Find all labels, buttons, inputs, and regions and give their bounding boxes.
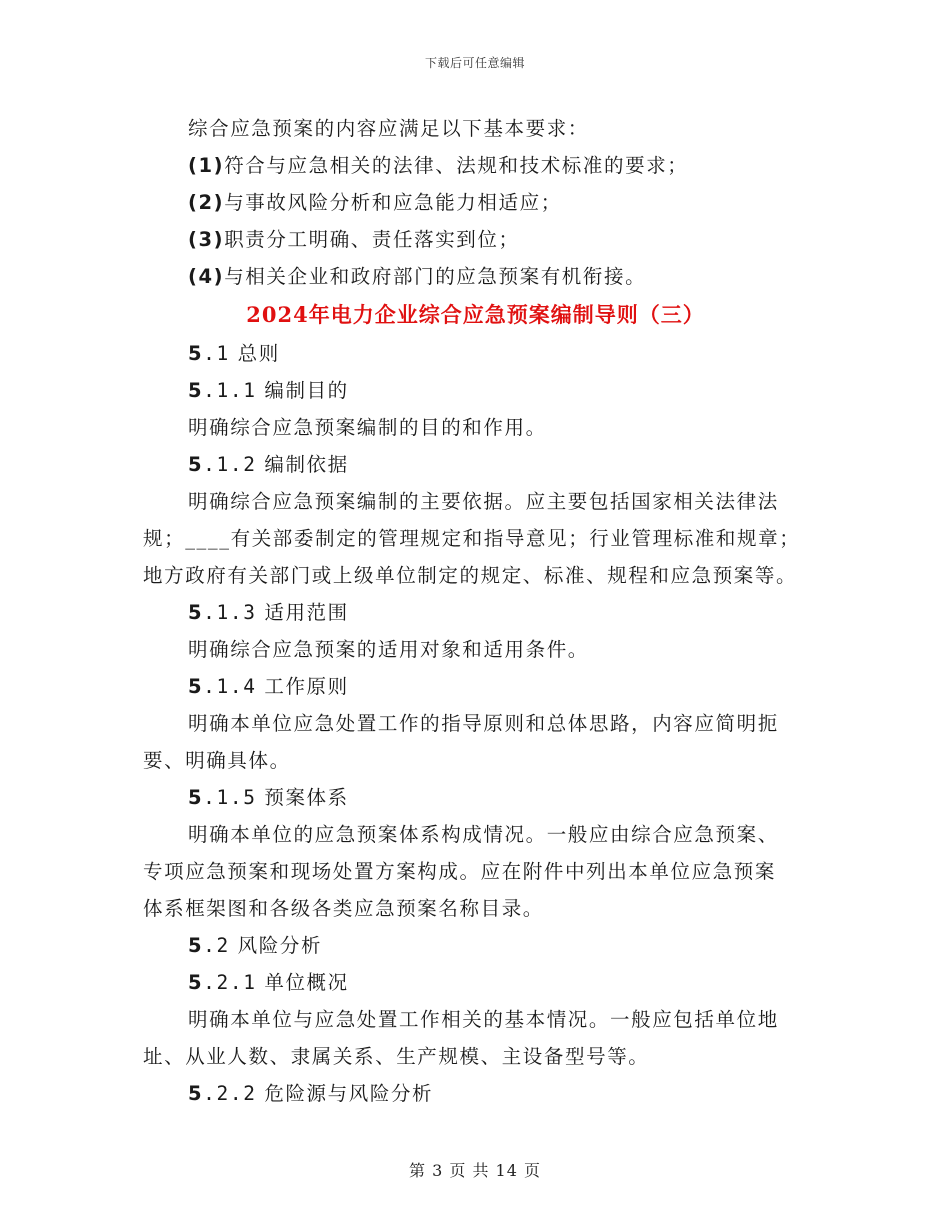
section-heading-text: 总则 xyxy=(229,342,280,365)
section-heading xyxy=(143,1075,808,1112)
requirement-text: 职责分工明确、责任落实到位； xyxy=(224,228,520,251)
section-number: 5 xyxy=(188,675,204,698)
paragraph-line: 专项应急预案和现场处置方案构成。应在附件中列出本单位应急预案 xyxy=(143,860,777,883)
paragraph-line: 体系框架图和各级各类应急预案名称目录。 xyxy=(143,897,544,920)
section-heading xyxy=(143,779,808,816)
section-heading-text: 风险分析 xyxy=(229,934,323,957)
section-number: 5 xyxy=(188,453,204,476)
section-subnumber: .1 xyxy=(203,342,230,365)
section-heading xyxy=(143,927,808,964)
paragraph-line: 明确本单位的应急预案体系构成情况。一般应由综合应急预案、 xyxy=(188,823,779,846)
section-heading xyxy=(143,335,808,372)
section-heading-text: 工作原则 xyxy=(256,675,349,698)
section-heading-text: 单位概况 xyxy=(256,971,349,994)
section-subnumber: .2.2 xyxy=(203,1082,257,1105)
section-subnumber: .1.4 xyxy=(203,675,257,698)
section-heading-text: 危险源与风险分析 xyxy=(256,1082,434,1105)
paragraph-line: 明确本单位应急处置工作的指导原则和总体思路，内容应简明扼 xyxy=(188,712,779,735)
paragraph-line: 址、从业人数、隶属关系、生产规模、主设备型号等。 xyxy=(143,1045,650,1068)
section-heading xyxy=(143,668,808,705)
requirement-text: 与事故风险分析和应急能力相适应； xyxy=(224,191,562,214)
paragraph-line: 明确综合应急预案编制的主要依据。应主要包括国家相关法律法 xyxy=(188,490,779,513)
document-body xyxy=(143,110,808,1112)
requirement-item xyxy=(143,258,808,295)
section-heading-text: 适用范围 xyxy=(256,601,349,624)
section-number: 5 xyxy=(188,934,204,957)
section-subnumber: .1.2 xyxy=(203,453,257,476)
section-heading xyxy=(143,594,808,631)
paragraph-line: 规；____有关部委制定的管理规定和指导意见；行业管理标准和规章； xyxy=(143,527,801,550)
section-subnumber: .1.5 xyxy=(203,786,257,809)
section-number: 5 xyxy=(188,379,204,402)
section-heading-text: 编制依据 xyxy=(256,453,349,476)
paragraph-line: 明确本单位与应急处置工作相关的基本情况。一般应包括单位地 xyxy=(188,1008,779,1031)
requirement-item xyxy=(143,184,808,221)
paragraph-line: 明确综合应急预案编制的目的和作用。 xyxy=(188,416,547,439)
requirement-item xyxy=(143,147,808,184)
paragraph-line: 要、明确具体。 xyxy=(143,749,291,772)
page-header: 下载后可任意编辑 xyxy=(424,56,525,70)
intro-line: 综合应急预案的内容应满足以下基本要求： xyxy=(188,117,589,140)
section-heading-text: 编制目的 xyxy=(256,379,349,402)
section-number: 5 xyxy=(188,971,204,994)
section-subnumber: .1.1 xyxy=(203,379,257,402)
section-heading xyxy=(143,446,808,483)
section-blocks xyxy=(143,335,808,1112)
requirement-number: (3) xyxy=(188,228,225,251)
section-heading-text: 预案体系 xyxy=(256,786,349,809)
paragraph-line: 明确综合应急预案的适用对象和适用条件。 xyxy=(188,638,589,661)
section-number: 5 xyxy=(188,601,204,624)
requirement-text: 符合与应急相关的法律、法规和技术标准的要求； xyxy=(224,154,689,177)
section-heading xyxy=(143,964,808,1001)
section-heading xyxy=(143,372,808,409)
page-footer: 第 3 页 共 14 页 xyxy=(409,1161,541,1180)
requirement-item xyxy=(143,221,808,258)
paragraph-line: 地方政府有关部门或上级单位制定的规定、标准、规程和应急预案等。 xyxy=(143,564,798,587)
section-subnumber: .2 xyxy=(203,934,230,957)
section-subnumber: .1.3 xyxy=(203,601,257,624)
section-number: 5 xyxy=(188,1082,204,1105)
section-number: 5 xyxy=(188,342,204,365)
requirement-number: (4) xyxy=(188,265,225,288)
requirement-number: (2) xyxy=(188,191,225,214)
section-subnumber: .2.1 xyxy=(203,971,257,994)
section-title: 2024年电力企业综合应急预案编制导则（三） xyxy=(246,302,705,327)
requirement-number: (1) xyxy=(188,154,225,177)
requirement-text: 与相关企业和政府部门的应急预案有机衔接。 xyxy=(224,265,647,288)
section-number: 5 xyxy=(188,786,204,809)
